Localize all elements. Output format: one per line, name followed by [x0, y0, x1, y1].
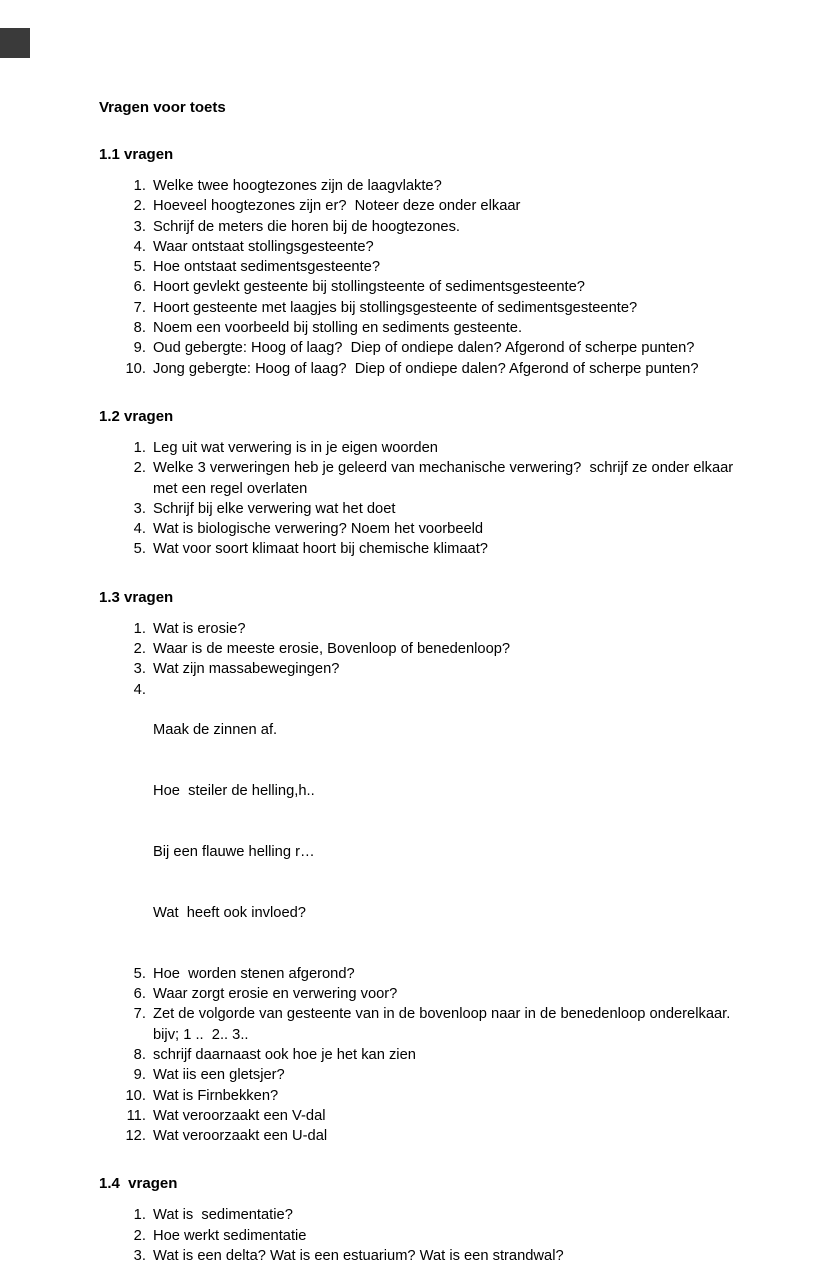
section-1-3-heading: 1.3 vragen [99, 588, 174, 606]
section-1-1-heading: 1.1 vragen [99, 146, 174, 163]
question-item: 2. Welke 3 verweringen heb je geleerd van mechanische verwering? schrijf ze onder elkaar met een regel overlaten [150, 458, 745, 499]
question-item: 5. Wat voor soort klimaat hoort bij chemische klimaat? [150, 539, 745, 559]
question-item: 6. Waar zorgt erosie en verwering voor? [150, 984, 745, 1004]
question-item: 9. Wat iis een gletsjer? [150, 1065, 745, 1085]
section-1-1 [99, 146, 745, 379]
question-item: 2. Hoeveel hoogtezones zijn er? Noteer deze onder elkaar [150, 196, 745, 216]
question-item: 2. Hoe werkt sedimentatie [150, 1226, 745, 1246]
section-1-2-heading: 1.2 vragen [99, 407, 174, 425]
question-subline: Hoe steiler de helling,h.. [153, 783, 315, 800]
question-item: 10. Jong gebergte: Hoog of laag? Diep of ondiepe dalen? Afgerond of scherpe punten? [150, 359, 745, 379]
question-subline: Bij een flauwe helling r… [153, 844, 315, 861]
question-item: 10. Wat is Firnbekken? [150, 1086, 745, 1106]
section-1-3 [99, 589, 745, 1147]
question-item: 3. Wat zijn massabewegingen? [150, 659, 745, 679]
question-item [150, 680, 745, 964]
question-list-1-4 [99, 1205, 745, 1266]
question-item: 3. Schrijf bij elke verwering wat het doet [150, 499, 745, 519]
section-1-4-heading: 1.4 vragen [99, 1175, 178, 1193]
section-1-2 [99, 408, 745, 560]
question-item: 5. Hoe ontstaat sedimentsgesteente? [150, 257, 745, 277]
document-title: Vragen voor toets [99, 99, 226, 116]
question-item: 12. Wat veroorzaakt een U-dal [150, 1126, 745, 1146]
question-list-1-1 [99, 176, 745, 379]
question-item: 2. Waar is de meeste erosie, Bovenloop of benedenloop? [150, 639, 745, 659]
question-text: 4. Maak de zinnen af. [153, 722, 278, 739]
question-item: 3. Schrijf de meters die horen bij de hoogtezones. [150, 217, 745, 237]
question-item: 1. Wat is sedimentatie? [150, 1205, 745, 1225]
question-item: 8. schrijf daarnaast ook hoe je het kan zien [150, 1045, 745, 1065]
question-item: 8. Noem een voorbeeld bij stolling en sediments gesteente. [150, 318, 745, 338]
question-item: 1. Leg uit wat verwering is in je eigen woorden [150, 438, 745, 458]
question-item: 6. Hoort gevlekt gesteente bij stollingsteente of sedimentsgesteente? [150, 277, 745, 297]
question-item: 7. Zet de volgorde van gesteente van in de bovenloop naar in de benedenloop onderelkaar. bijv; 1 .. 2.. 3.. [150, 1004, 745, 1045]
question-item: 7. Hoort gesteente met laagjes bij stollingsgesteente of sedimentsgesteente? [150, 298, 745, 318]
question-item: 5. Hoe worden stenen afgerond? [150, 964, 745, 984]
question-item: 1. Welke twee hoogtezones zijn de laagvlakte? [150, 176, 745, 196]
question-item: 1. Wat is erosie? [150, 619, 745, 639]
question-item: 4. Waar ontstaat stollingsgesteente? [150, 237, 745, 257]
question-item: 3. Wat is een delta? Wat is een estuarium? Wat is een strandwal? [150, 1246, 745, 1266]
question-item: 11. Wat veroorzaakt een V-dal [150, 1106, 745, 1126]
question-list-1-3 [99, 619, 745, 1147]
question-list-1-2 [99, 438, 745, 560]
section-1-4 [99, 1175, 745, 1266]
question-item: 4. Wat is biologische verwering? Noem het voorbeeld [150, 519, 745, 539]
question-item: 9. Oud gebergte: Hoog of laag? Diep of ondiepe dalen? Afgerond of scherpe punten? [150, 338, 745, 358]
question-subline: Wat heeft ook invloed? [153, 904, 306, 921]
